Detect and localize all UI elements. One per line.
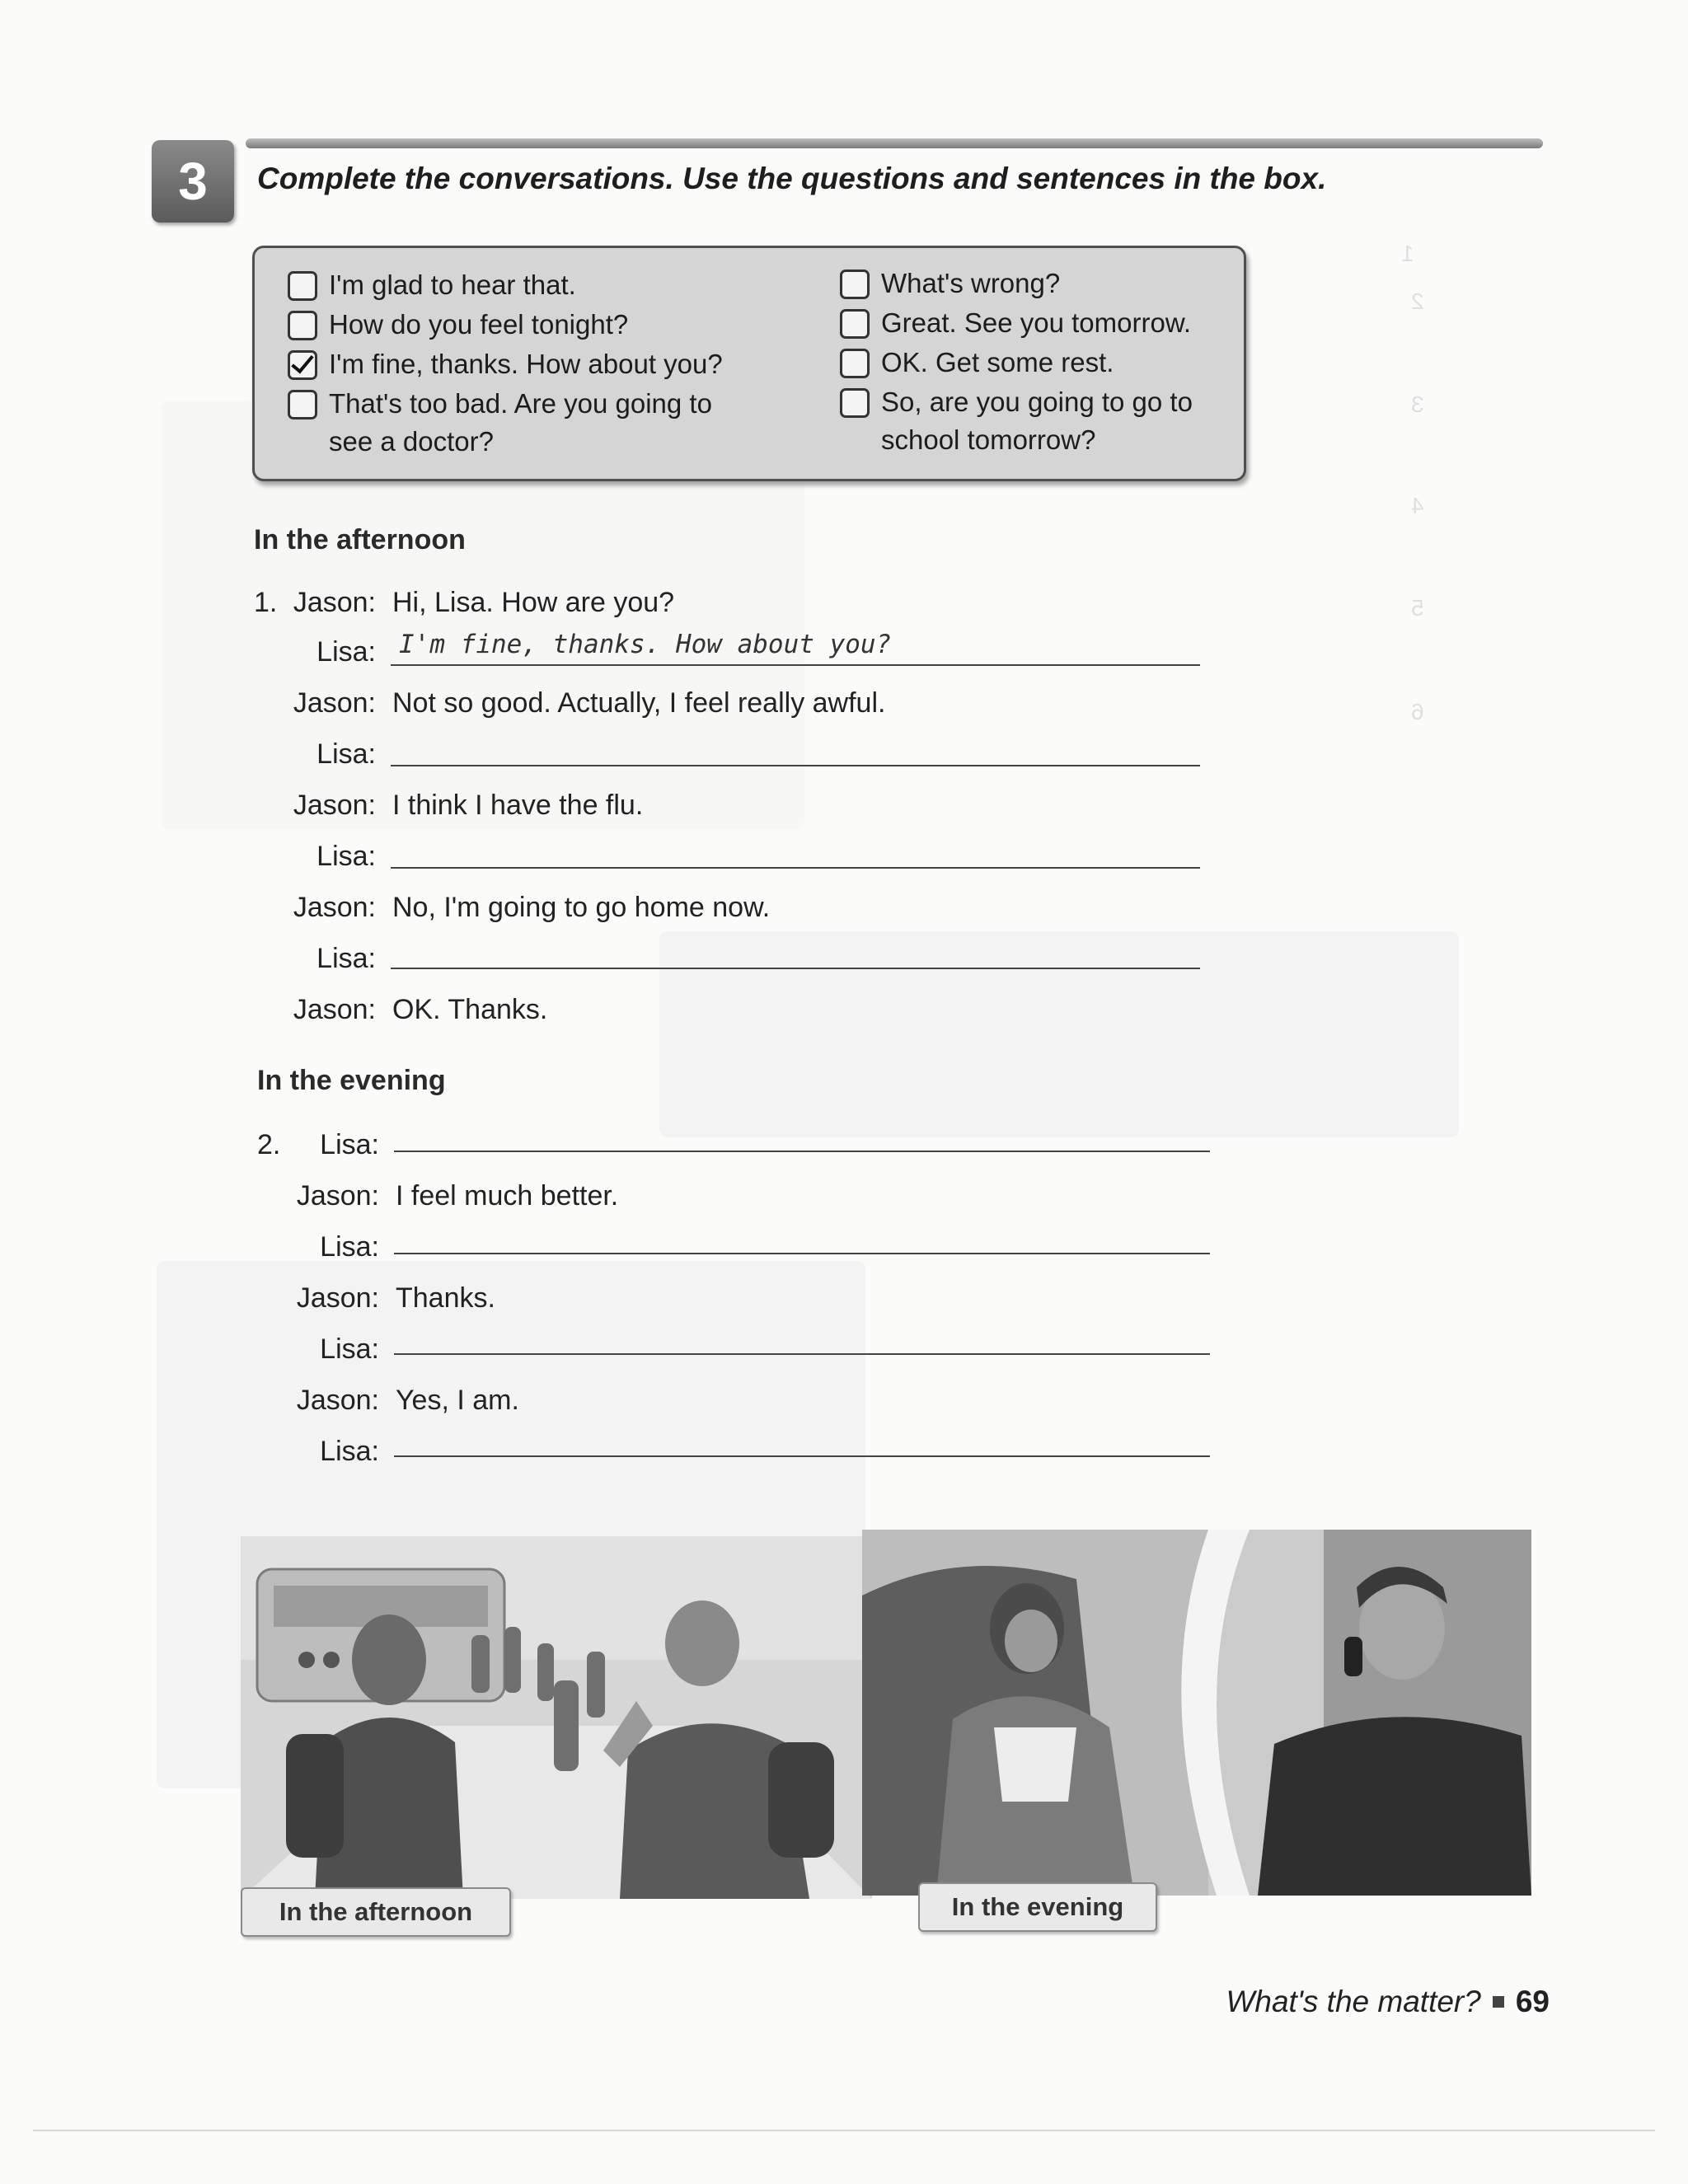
checkbox-checked[interactable]: [288, 350, 317, 380]
checkbox[interactable]: [840, 309, 870, 339]
speaker-label: Lisa:: [316, 636, 376, 668]
checkbox[interactable]: [288, 390, 317, 419]
box-option-text: Great. See you tomorrow.: [881, 307, 1192, 338]
speaker-label: Lisa:: [320, 1129, 379, 1160]
box-option[interactable]: [840, 265, 1060, 302]
handwritten-answer: I'm fine, thanks. How about you?: [399, 630, 892, 659]
caption-evening: In the evening: [918, 1882, 1157, 1932]
speaker-label: Jason:: [293, 790, 376, 821]
box-option-text: What's wrong?: [881, 268, 1061, 298]
box-option[interactable]: [288, 385, 733, 461]
checkbox[interactable]: [288, 311, 317, 340]
answer-blank[interactable]: [391, 867, 1200, 869]
answer-blank[interactable]: [394, 1353, 1210, 1355]
speaker-label: Lisa:: [316, 738, 376, 770]
box-option[interactable]: [288, 345, 723, 383]
dialogue-line: Yes, I am.: [396, 1385, 519, 1416]
dialogue-line: No, I'm going to go home now.: [392, 892, 771, 923]
answer-blank[interactable]: [391, 765, 1200, 766]
box-option-text: I'm glad to hear that.: [329, 269, 576, 300]
box-option-text: How do you feel tonight?: [329, 309, 629, 340]
item-number: 2.: [257, 1129, 281, 1160]
section-heading-afternoon: In the afternoon: [254, 524, 466, 555]
speaker-label: Jason:: [293, 687, 376, 719]
box-option-text: That's too bad. Are you going to see a doctor?: [329, 388, 712, 457]
exercise-header-rule: [246, 138, 1543, 148]
dialogue-line: I think I have the flu.: [392, 790, 644, 821]
checkbox[interactable]: [840, 349, 870, 378]
speaker-label: Jason:: [293, 892, 376, 923]
speaker-label: Jason:: [293, 587, 376, 618]
exercise-number-badge: [152, 140, 234, 223]
footer-square-icon: [1493, 1996, 1504, 2008]
box-option-text: So, are you going to go to school tomorrow?: [881, 387, 1193, 455]
speaker-label: Jason:: [296, 1385, 379, 1416]
page-footer: [1226, 1985, 1550, 2019]
speaker-label: Lisa:: [320, 1436, 379, 1467]
exercise-instruction: Complete the conversations. Use the questions and sentences in the box.: [257, 162, 1327, 195]
dialogue-line: Thanks.: [396, 1282, 495, 1314]
box-option-text: I'm fine, thanks. How about you?: [329, 349, 723, 379]
item-number: 1.: [254, 587, 278, 618]
answer-blank[interactable]: [391, 664, 1200, 666]
answer-blank[interactable]: [394, 1455, 1210, 1457]
evening-illustration: [862, 1530, 1531, 1896]
speaker-label: Lisa:: [320, 1333, 379, 1365]
speaker-label: Jason:: [296, 1282, 379, 1314]
box-option[interactable]: [840, 383, 1244, 459]
unit-title: What's the matter?: [1226, 1985, 1481, 2018]
box-option[interactable]: [840, 304, 1191, 342]
speaker-label: Lisa:: [320, 1231, 379, 1263]
dialogue-line: I feel much better.: [396, 1180, 619, 1212]
checkbox[interactable]: [288, 271, 317, 301]
speaker-label: Jason:: [293, 994, 376, 1025]
afternoon-illustration: [241, 1536, 872, 1899]
speaker-label: Jason:: [296, 1180, 379, 1212]
bottom-edge-rule: [33, 2130, 1655, 2131]
dialogue-line: Not so good. Actually, I feel really awful.: [392, 687, 886, 719]
page-number: 69: [1515, 1985, 1550, 2018]
speaker-label: Lisa:: [316, 841, 376, 872]
answer-blank[interactable]: [394, 1151, 1210, 1152]
sentence-box: [252, 246, 1246, 481]
checkbox[interactable]: [840, 269, 870, 299]
section-heading-evening: In the evening: [257, 1065, 446, 1096]
dialogue-line: Hi, Lisa. How are you?: [392, 587, 675, 618]
answer-blank[interactable]: [394, 1253, 1210, 1254]
caption-afternoon: In the afternoon: [241, 1887, 511, 1937]
dialogue-line: OK. Thanks.: [392, 994, 548, 1025]
speaker-label: Lisa:: [316, 943, 376, 974]
box-option[interactable]: [288, 306, 628, 344]
box-option-text: OK. Get some rest.: [881, 347, 1114, 377]
box-option[interactable]: [288, 266, 576, 304]
checkbox[interactable]: [840, 388, 870, 418]
box-option[interactable]: [840, 344, 1114, 382]
exercise-number: 3: [178, 152, 208, 211]
answer-blank[interactable]: [391, 968, 1200, 969]
